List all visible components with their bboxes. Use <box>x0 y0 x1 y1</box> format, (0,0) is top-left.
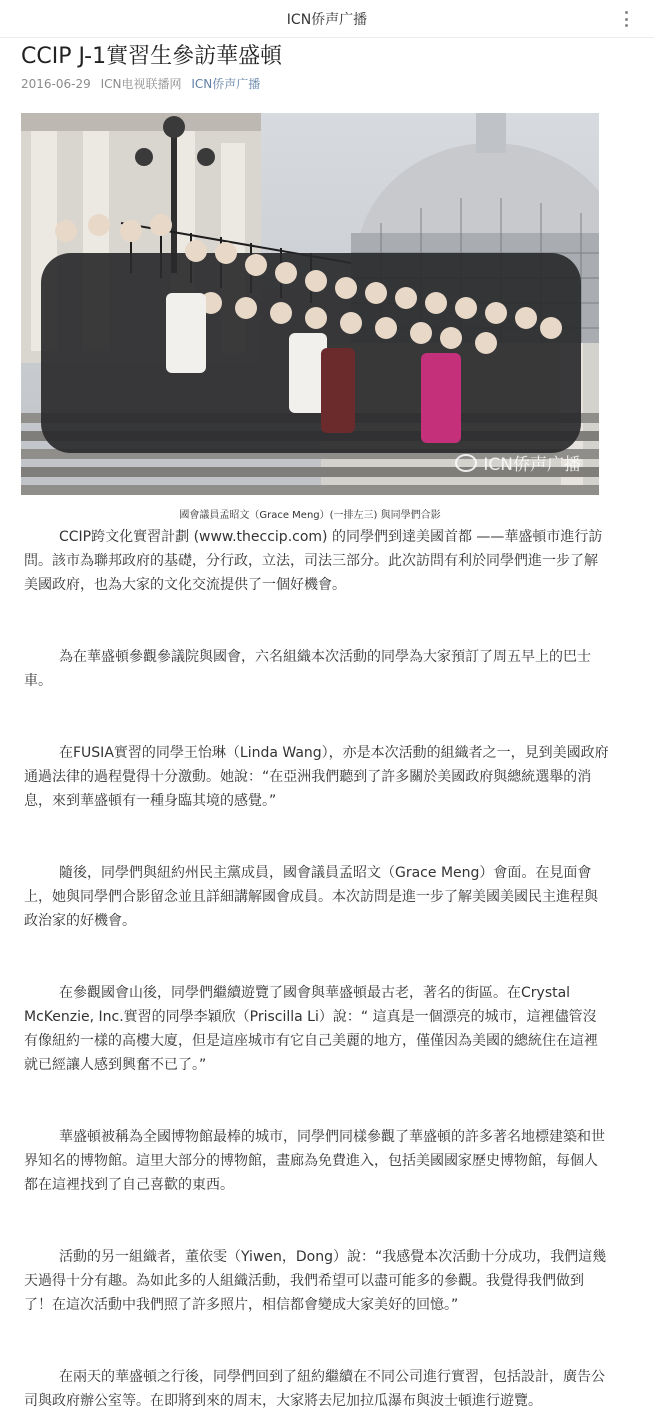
account-title: ICN侨声广播 <box>286 12 368 28</box>
article-body <box>24 525 610 1413</box>
paragraph-6: 華盛頓被稱為全國博物館最棒的城市，同學們同樣參觀了華盛頓的許多著名地標建築和世界知名的博物館。這里大部分的博物館，畫廊為免費進入，包括美國國家歷史博物館，每個人都在這裡找到了自己喜歡的東西。 <box>24 1129 605 1193</box>
paragraph-spacer <box>24 813 610 861</box>
paragraph-2: 為在華盛頓參觀參議院與國會，六名組織本次活動的同學為大家預訂了周五早上的巴士車。 <box>24 649 591 689</box>
paragraph-spacer <box>24 933 610 981</box>
paragraph-4: 隨後，同學們與紐約州民主黨成員，國會議員孟昭文（Grace Meng）會面。在見面會上，她與同學們合影留念並且詳細講解國會成員。本次訪問是進一步了解美國美國民主進程與政治家的好機會。 <box>24 865 598 929</box>
more-vertical-icon[interactable] <box>625 11 628 27</box>
top-bar <box>0 0 654 38</box>
paragraph-5: 在參觀國會山後，同學們繼續遊覽了國會與華盛頓最古老，著名的街區。在Crystal McKenzie, Inc.實習的同學李穎欣（Priscilla Li）說：“ 這真是一個漂亮的城市，這裡儘管沒有像紐約一樣的高樓大廈，但是這座城市有它自己美麗的地方，僅僅因為美國的總統住在這裡就已經讓人感到興奮不已了。” <box>24 985 598 1073</box>
paragraph-spacer <box>24 693 610 741</box>
publish-date: 2016-06-29 <box>21 77 91 91</box>
watermark-text: ICN侨声广播 <box>483 455 581 475</box>
paragraph-8: 在兩天的華盛頓之行後，同學們回到了紐約繼續在不同公司進行實習，包括設計，廣告公司與政府辦公室等。在即將到來的周末，大家將去尼加拉瓜瀑布與波士頓進行遊覽。 <box>24 1369 605 1409</box>
paragraph-7: 活動的另一組織者，董依雯（Yiwen，Dong）說：“我感覺本次活動十分成功，我們這幾天過得十分有趣。為如此多的人組織活動，我們希望可以盡可能多的參觀。我覺得我們做到了！在這次活動中我們照了許多照片，相信都會變成大家美好的回憶。” <box>24 1249 607 1313</box>
article-source: ICN电视联播网 <box>100 77 182 91</box>
wechat-icon <box>455 454 477 472</box>
paragraph-3: 在FUSIA實習的同學王怡琳（Linda Wang），亦是本次活動的組織者之一，見到美國政府通過法律的過程覺得十分激動。她說：“在亞洲我們聽到了許多關於美國政府與總統選舉的消息，來到華盛頓有一種身臨其境的感覺。” <box>24 745 609 809</box>
image-watermark <box>455 450 581 475</box>
article-title: CCIP J-1實習生參訪華盛頓 <box>21 44 283 69</box>
paragraph-spacer <box>24 597 610 645</box>
paragraph-1: CCIP跨文化實習計劃 (www.theccip.com) 的同學們到達美國首都 ——華盛頓市進行訪問。該市為聯邦政府的基礎，分行政，立法，司法三部分。此次訪問有利於同學們進一步了解美國政府，也為大家的文化交流提供了一個好機會。 <box>24 529 603 593</box>
paragraph-spacer <box>24 1317 610 1365</box>
account-link[interactable]: ICN侨声广播 <box>191 77 261 91</box>
paragraph-spacer <box>24 1077 610 1125</box>
paragraph-spacer <box>24 1197 610 1245</box>
image-caption: 國會議員孟昭文（Grace Meng）(一排左三) 與同學們合影 <box>179 510 441 521</box>
group-photo-illustration <box>21 113 599 495</box>
article-meta <box>21 75 266 92</box>
group-photo[interactable] <box>21 113 599 495</box>
